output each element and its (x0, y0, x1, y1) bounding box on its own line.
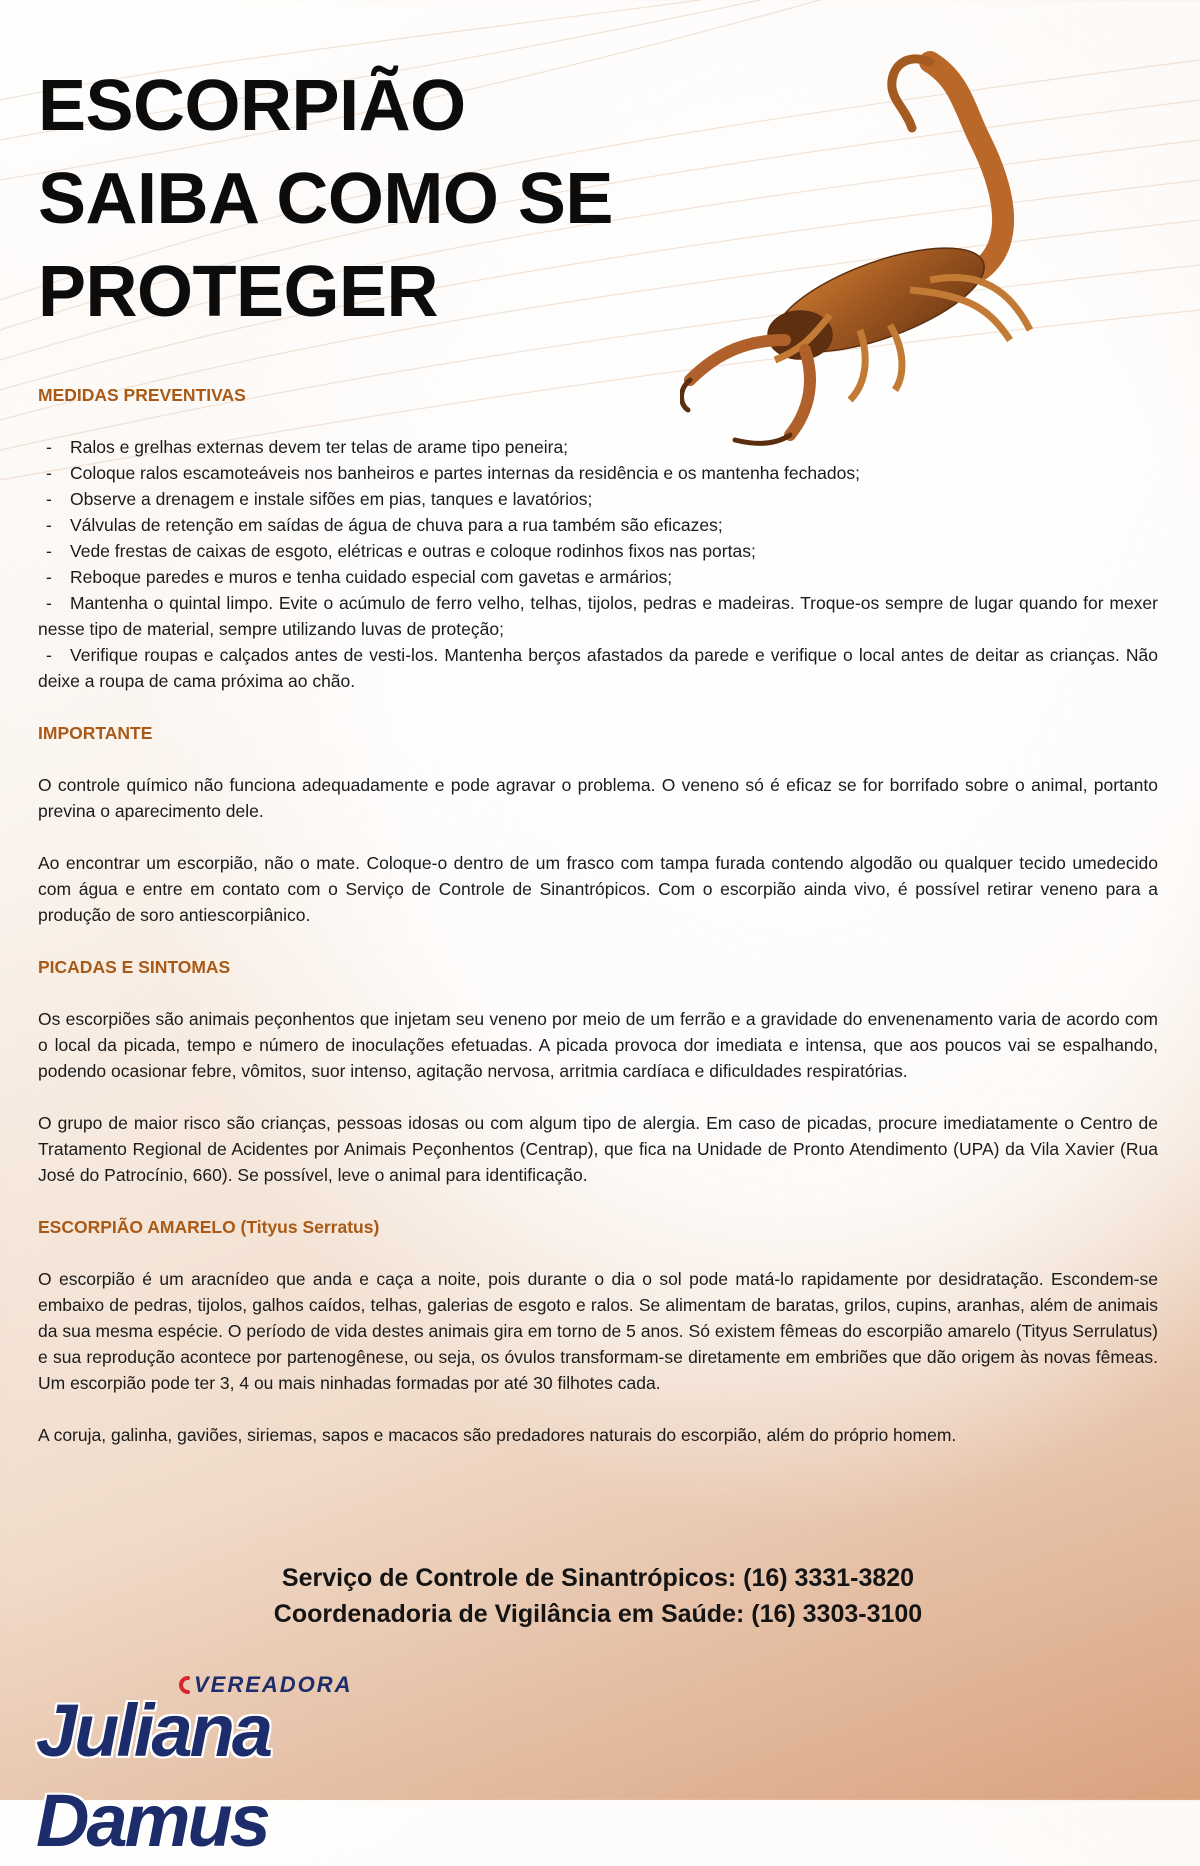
content (38, 382, 1158, 1474)
heading-picadas: PICADAS E SINTOMAS (38, 957, 231, 977)
contacts-block (38, 1560, 1158, 1632)
heading-amarelo: ESCORPIÃO AMARELO (Tityus Serratus) (38, 1217, 380, 1237)
picadas-paragraph-2: O grupo de maior risco são crianças, pessoas idosas ou com algum tipo de alergia. Em caso de picadas, procure imediatamente o Centro de Tratamento Regional de Acidentes por Animais Peçonhentos (Centrap), que fica na Unidade de Pronto Atendimento (UPA) da Vila Xavier (Rua José do Patrocínio, 660). Se possível, leve o animal para identificação. (38, 1113, 1158, 1185)
list-item: - Válvulas de retenção em saídas de água de chuva para a rua também são eficazes; (46, 515, 723, 535)
list-item: - Mantenha o quintal limpo. Evite o acúmulo de ferro velho, telhas, tijolos, pedras e madeiras. Troque-os sempre de lugar quando for mexer nesse tipo de material, sempre utilizando luvas de proteção; (38, 593, 1158, 639)
importante-paragraph-1: O controle químico não funciona adequadamente e pode agravar o problema. O veneno só é eficaz se for borrifado sobre o animal, portanto previna o aparecimento dele. (38, 775, 1158, 821)
heading-medidas: MEDIDAS PREVENTIVAS (38, 385, 246, 405)
list-item: - Reboque paredes e muros e tenha cuidado especial com gavetas e armários; (46, 567, 673, 587)
heading-importante: IMPORTANTE (38, 723, 153, 743)
logo (36, 1672, 516, 1862)
amarelo-paragraph-1: O escorpião é um aracnídeo que anda e caça a noite, pois durante o dia o sol pode matá-lo rapidamente por desidratação. Escondem-se embaixo de pedras, tijolos, galhos caídos, telhas, galerias de esgoto e ralos. Se alimentam de baratas, grilos, cupins, aranhas, além de animais da sua mesma espécie. O período de vida destes animais gira em torno de 5 anos. Só existem fêmeas do escorpião amarelo (Tityus Serrulatus) e sua reprodução acontece por partenogênese, ou seja, os óvulos transformam-se diretamente em embriões que dão origem às novas fêmeas. Um escorpião pode ter 3, 4 ou mais ninhadas formadas por até 30 filhotes cada. (38, 1269, 1158, 1393)
page-title (38, 60, 613, 339)
title-line-1: ESCORPIÃO (38, 66, 466, 146)
title-line-2: SAIBA COMO SE (38, 159, 613, 239)
picadas-paragraph-1: Os escorpiões são animais peçonhentos que injetam seu veneno por meio de um ferrão e a gravidade do envenenamento varia de acordo com o local da picada, tempo e número de inoculações efetuadas. A picada provoca dor imediata e intensa, que aos poucos vai se espalhando, podendo ocasionar febre, vômitos, suor intenso, agitação nervosa, arritmia cardíaca e dificuldades respiratórias. (38, 1009, 1158, 1081)
list-item: - Vede frestas de caixas de esgoto, elétricas e outras e coloque rodinhos fixos nas portas; (46, 541, 756, 561)
list-item: - Ralos e grelhas externas devem ter telas de arame tipo peneira; (46, 437, 569, 457)
list-item: - Observe a drenagem e instale sifões em pias, tanques e lavatórios; (46, 489, 593, 509)
contact-line-sinantropicos: Serviço de Controle de Sinantrópicos: (16) 3331-3820 (281, 1564, 915, 1592)
list-item: - Coloque ralos escamoteáveis nos banheiros e partes internas da residência e os mantenha fechados; (46, 463, 860, 483)
preventive-list (38, 434, 1158, 694)
logo-name: Juliana Damus (36, 1689, 270, 1862)
title-line-3: PROTEGER (38, 252, 439, 332)
list-item: - Verifique roupas e calçados antes de vesti-los. Mantenha berços afastados da parede e verifique o local antes de deitar as crianças. Não deixe a roupa de cama próxima ao chão. (38, 645, 1158, 691)
logo-vereadora: VEREADORA (194, 1672, 353, 1697)
contact-line-vigilancia: Coordenadoria de Vigilância em Saúde: (16) 3303-3100 (273, 1600, 923, 1628)
amarelo-paragraph-2: A coruja, galinha, gaviões, siriemas, sapos e macacos são predadores naturais do escorpião, além do próprio homem. (38, 1425, 957, 1445)
importante-paragraph-2: Ao encontrar um escorpião, não o mate. Coloque-o dentro de um frasco com tampa furada contendo algodão ou qualquer tecido umedecido com água e entre em contato com o Serviço de Controle de Sinantrópicos. Com o escorpião ainda vivo, é possível retirar veneno para a produção de soro antiescorpiânico. (38, 853, 1158, 925)
